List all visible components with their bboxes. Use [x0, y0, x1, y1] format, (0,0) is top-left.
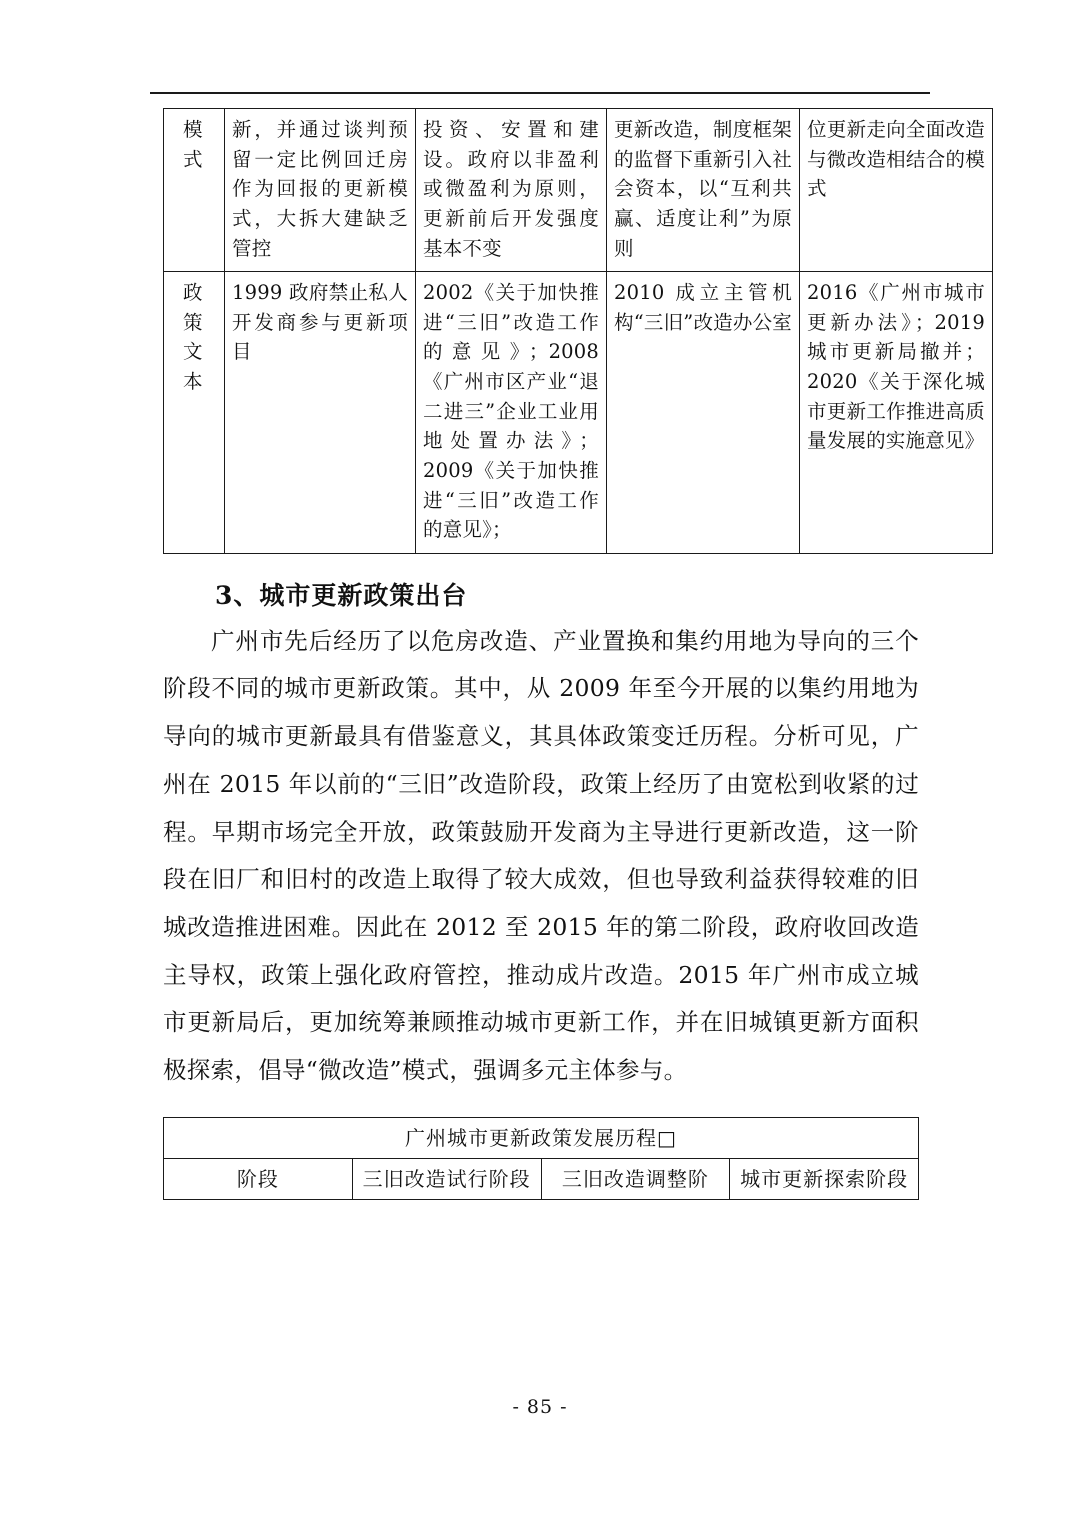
table-row — [164, 272, 993, 554]
table-header-cell: 三旧改造调整阶 — [541, 1158, 730, 1199]
table-cell: 新，并通过谈判预留一定比例回迁房作为回报的更新模式，大拆大建缺乏管控 — [225, 109, 416, 272]
table-row — [164, 1158, 919, 1199]
table-row — [164, 109, 993, 272]
table-cell: 2002《关于加快推进“三旧”改造工作的意见》；2008《广州市区产业“退二进三”企业工业用地处置办法》；2009《关于加快推进“三旧”改造工作的意见》； — [416, 272, 607, 554]
section-heading: 3、城市更新政策出台 — [215, 580, 468, 610]
table-title: 广州城市更新政策发展历程□ — [164, 1117, 919, 1158]
table-cell: 投资、安置和建设。政府以非盈利或微盈利为原则，更新前后开发强度基本不变 — [416, 109, 607, 272]
table-header-cell: 三旧改造试行阶段 — [352, 1158, 541, 1199]
row-header-policy-text: 政策文本 — [164, 272, 225, 554]
table-header-cell: 阶段 — [164, 1158, 353, 1199]
table-cell: 位更新走向全面改造与微改造相结合的模式 — [800, 109, 993, 272]
policy-comparison-table — [163, 108, 993, 554]
row-header-mode: 模式 — [164, 109, 225, 272]
page-number: - 85 - — [512, 1396, 568, 1418]
table-cell: 2016《广州市城市更新办法》；2019 城市更新局撤并；2020《关于深化城市更新工作推进高质量发展的实施意见》 — [800, 272, 993, 554]
body-paragraph: 广州市先后经历了以危房改造、产业置换和集约用地为导向的三个阶段不同的城市更新政策。其中，从 2009 年至今开展的以集约用地为导向的城市更新最具有借鉴意义，其具体政策变迁历程。分析可见，广州在 2015 年以前的“三旧”改造阶段，政策上经历了由宽松到收紧的过程。早期市场完全开放，政策鼓励开发商为主导进行更新改造，这一阶段在旧厂和旧村的改造上取得了较大成效，但也导致利益获得较难的旧城改造推进困难。因此在 2012 至 2015 年的第二阶段，政府收回改造主导权，政策上强化政府管控，推动成片改造。2015 年广州市成立城市更新局后，更加统筹兼顾推动城市更新工作，并在旧城镇更新方面积极探索，倡导“微改造”模式，强调多元主体参与。 — [163, 626, 919, 1085]
page-content — [163, 108, 985, 1200]
table-cell: 更新改造，制度框架的监督下重新引入社会资本，以“互利共赢、适度让利”为原则 — [607, 109, 800, 272]
table-cell: 2010 成立主管机构“三旧”改造办公室 — [607, 272, 800, 554]
header-rule — [150, 92, 930, 94]
table-row — [164, 1117, 919, 1158]
table-cell: 1999 政府禁止私人开发商参与更新项目 — [225, 272, 416, 554]
table-header-cell: 城市更新探索阶段 — [730, 1158, 919, 1199]
policy-timeline-table — [163, 1117, 919, 1200]
